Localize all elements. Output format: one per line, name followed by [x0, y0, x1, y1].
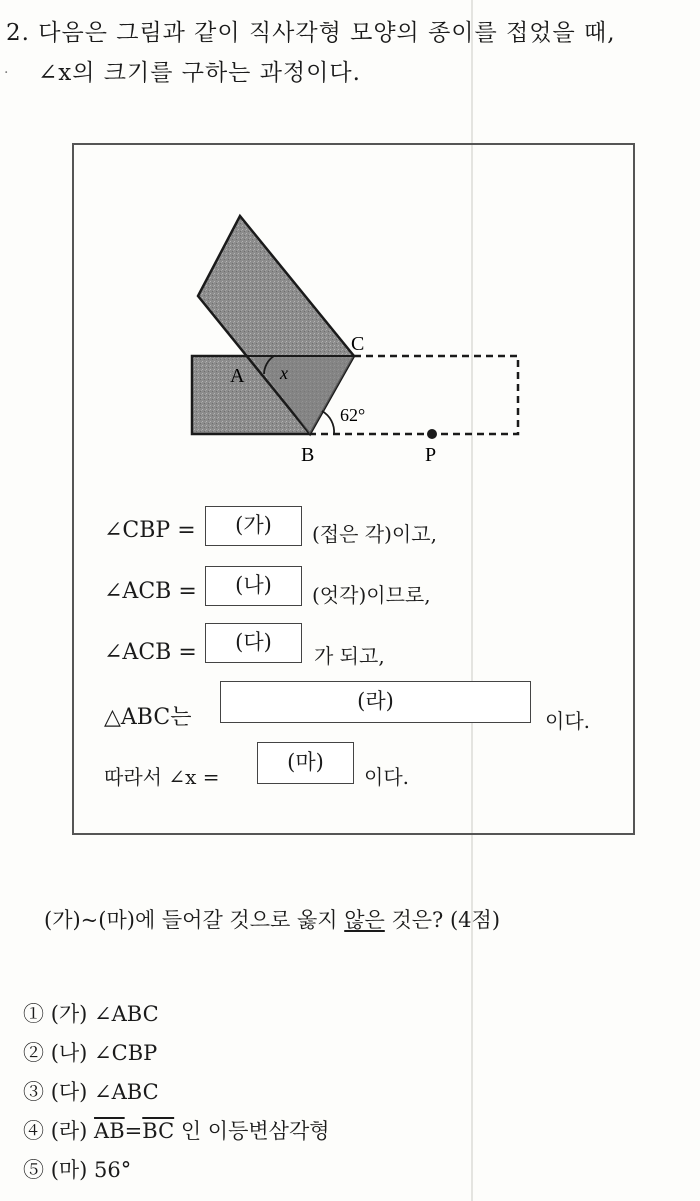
step-1-prefix: ∠CBP = — [104, 518, 196, 543]
segment-bc: $\overline{BC}$ — [142, 1119, 175, 1143]
label-b: B — [301, 444, 315, 466]
angle-62-arc — [322, 411, 334, 434]
question-before: (가)~(마)에 들어갈 것으로 옳지 — [44, 908, 345, 932]
choice-2-tag: (나) — [50, 1041, 88, 1065]
choice-5-number: ⑤ — [23, 1158, 44, 1182]
question-after: 것은? (4점) — [384, 908, 501, 932]
step-3-suffix: 가 되고, — [314, 644, 385, 668]
choice-1-number: ① — [23, 1002, 44, 1026]
step-4-prefix: △ABC는 — [104, 705, 192, 730]
label-p: P — [425, 444, 437, 466]
choice-3[interactable] — [23, 1076, 159, 1106]
blank-ga: (가) — [205, 506, 302, 546]
stray-mark: · — [4, 65, 9, 81]
label-62: 62° — [340, 405, 366, 425]
step-4-suffix: 이다. — [545, 709, 590, 733]
solution-box — [72, 143, 635, 835]
choice-2-text: ∠CBP — [94, 1041, 158, 1065]
point-p-dot — [427, 429, 437, 439]
question-text — [44, 904, 500, 934]
blank-na: (나) — [205, 566, 302, 606]
choice-4-text: 인 이등변삼각형 — [180, 1119, 330, 1143]
question-emphasis: 않은 — [344, 908, 385, 932]
equals-sign: = — [124, 1119, 143, 1143]
label-x: x — [280, 363, 288, 383]
choice-4-number: ④ — [23, 1119, 44, 1143]
blank-da: (다) — [205, 623, 302, 663]
problem-line-2: ∠x의 크기를 구하는 과정이다. — [38, 60, 361, 86]
choice-2-number: ② — [23, 1041, 44, 1065]
step-2-suffix: (엇각)이므로, — [312, 583, 431, 607]
blank-ra: (라) — [220, 681, 531, 723]
choice-3-text: ∠ABC — [94, 1080, 159, 1104]
step-3-prefix: ∠ACB = — [104, 640, 197, 665]
segment-ab: $\overline{AB}$ — [94, 1119, 125, 1143]
step-2-prefix: ∠ACB = — [104, 579, 197, 604]
choice-4[interactable] — [23, 1115, 330, 1145]
choice-4-tag: (라) — [50, 1119, 88, 1143]
step-5-suffix: 이다. — [364, 765, 409, 789]
choice-1-tag: (가) — [50, 1002, 88, 1026]
choice-3-tag: (다) — [50, 1080, 88, 1104]
choice-5[interactable] — [23, 1154, 131, 1184]
choice-5-text: 56° — [94, 1158, 132, 1182]
choice-3-number: ③ — [23, 1080, 44, 1104]
step-5-prefix: 따라서 ∠x = — [104, 765, 220, 789]
choice-1-text: ∠ABC — [94, 1002, 159, 1026]
choice-1[interactable] — [23, 998, 159, 1028]
problem-line-1: 2. 다음은 그림과 같이 직사각형 모양의 종이를 접었을 때, — [6, 20, 616, 46]
choice-2[interactable] — [23, 1037, 157, 1067]
label-c: C — [351, 333, 365, 355]
label-a: A — [230, 365, 245, 387]
choice-5-tag: (마) — [50, 1158, 88, 1182]
step-1-suffix: (접은 각)이고, — [312, 522, 437, 546]
blank-ma: (마) — [257, 742, 354, 784]
